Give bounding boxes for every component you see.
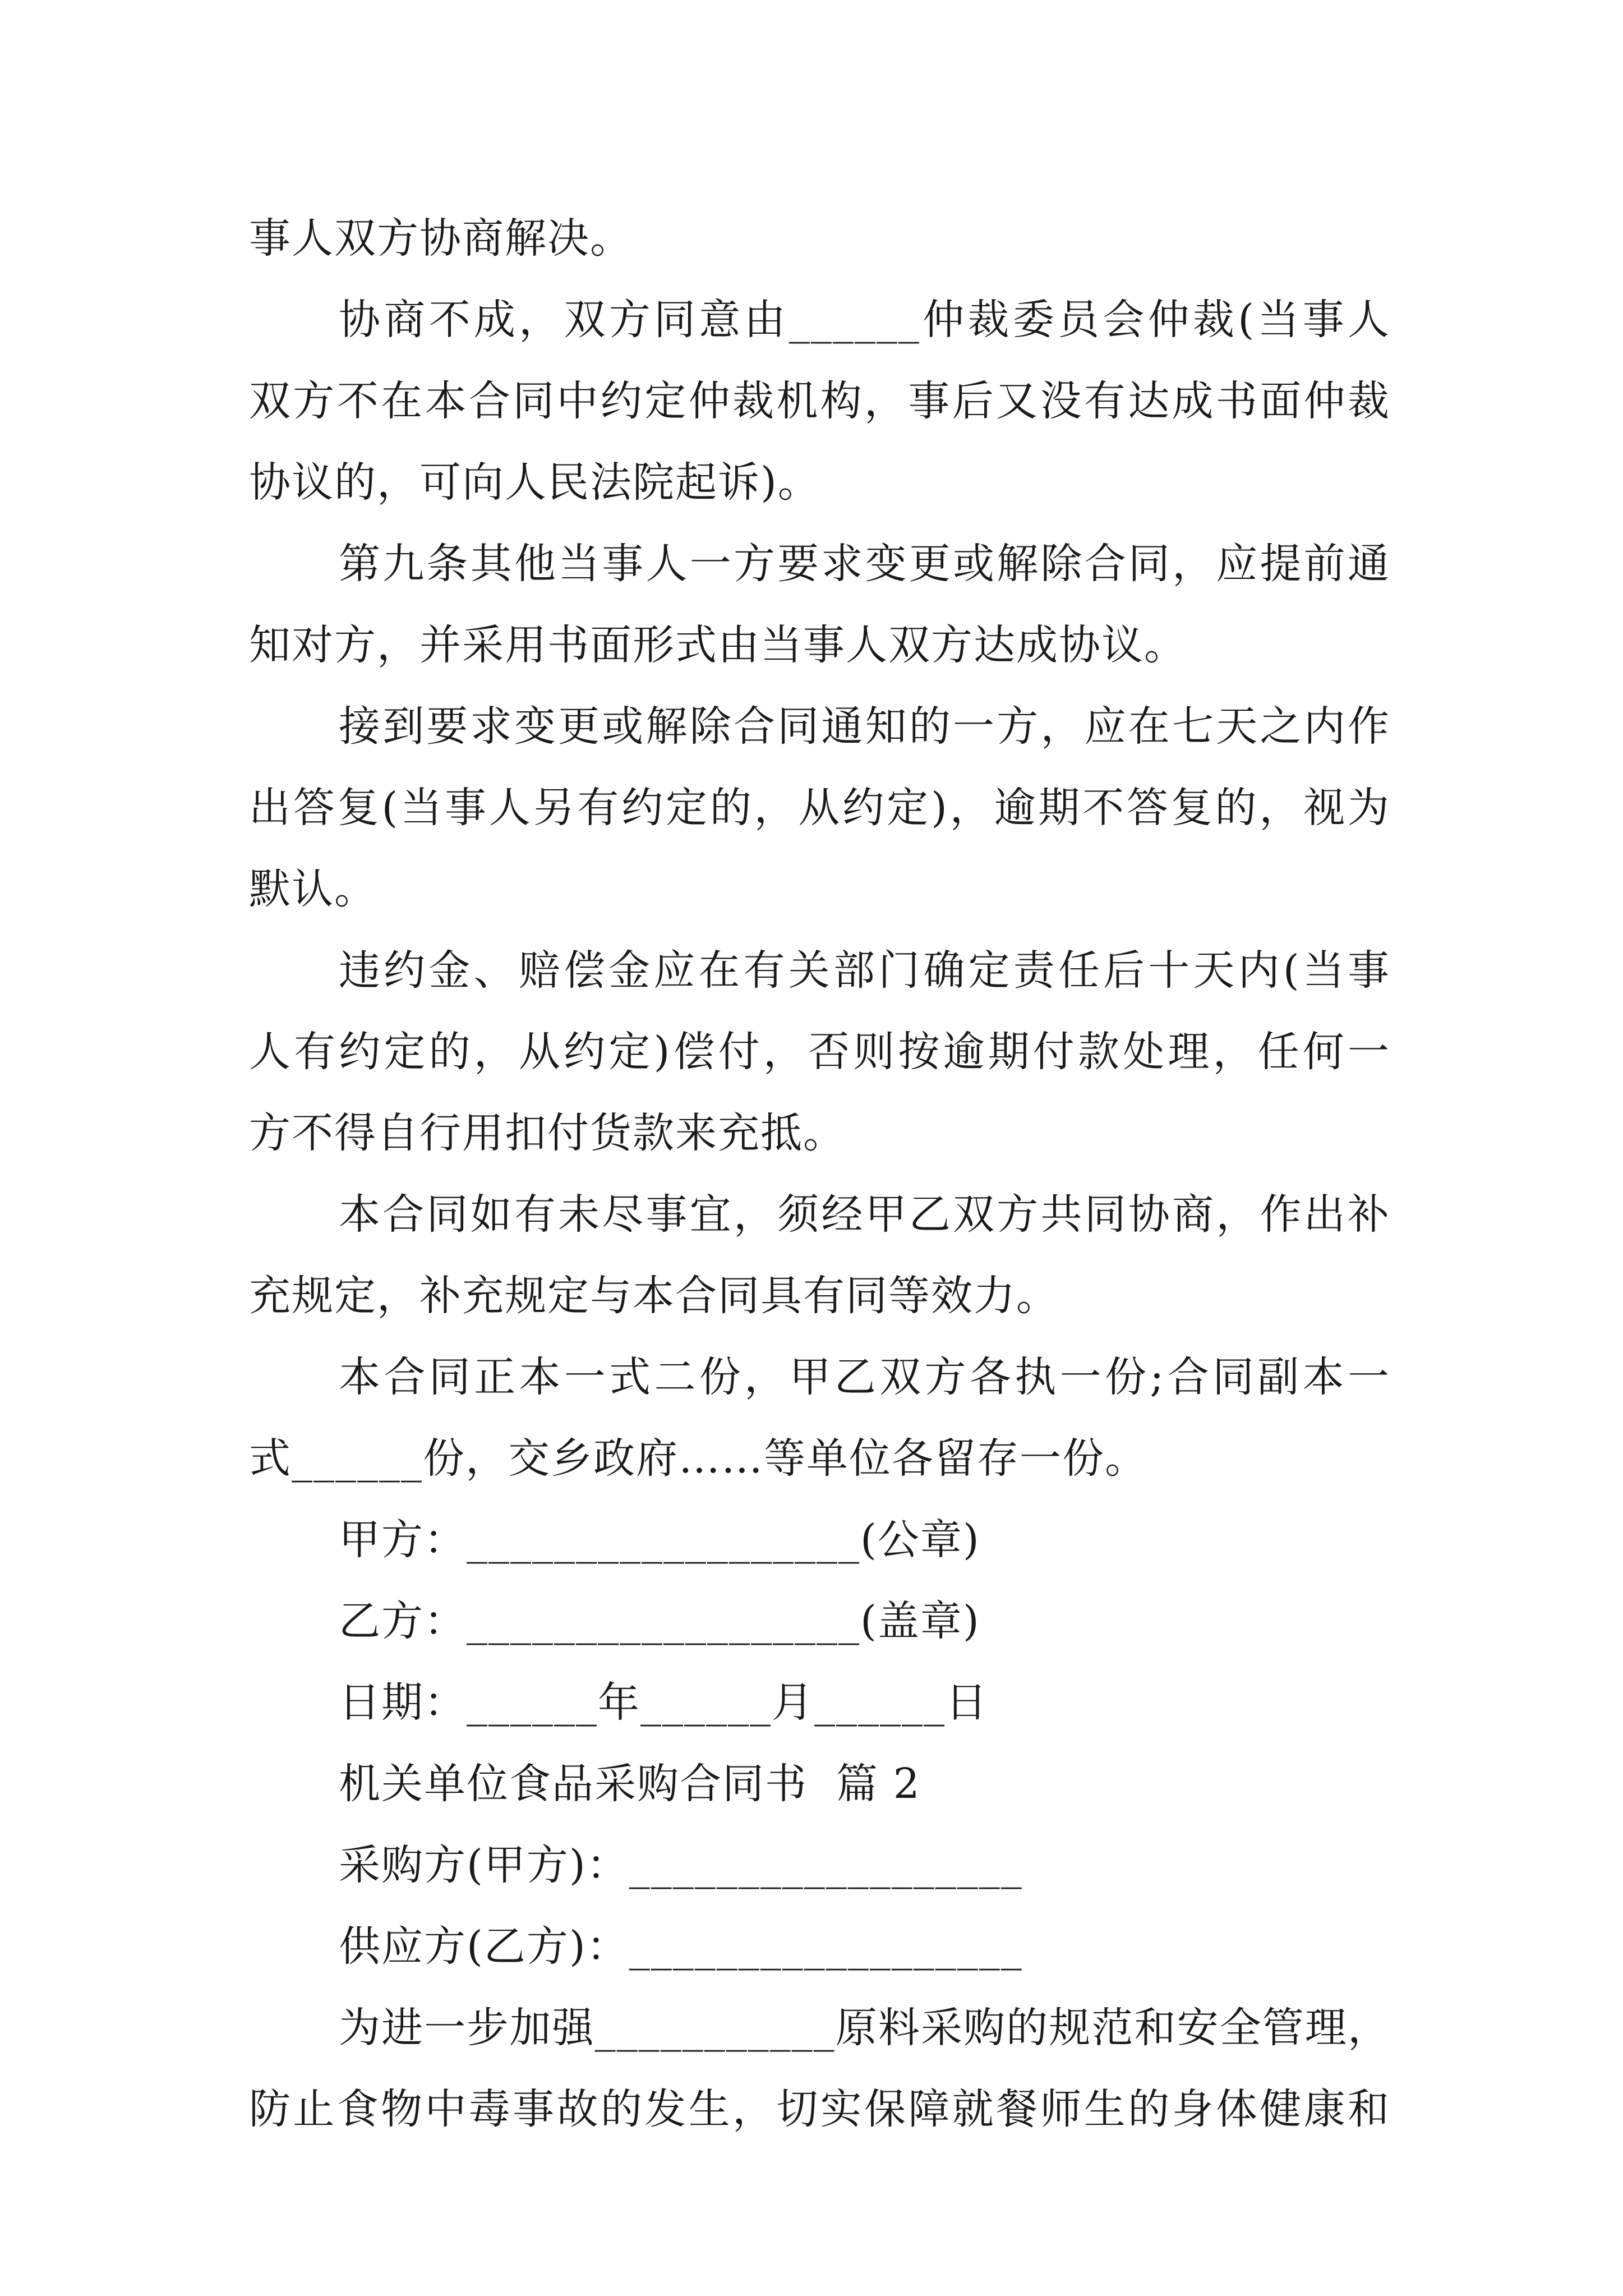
text-line: 采购方(甲方)：__________________	[339, 1841, 1023, 1889]
text-line: 知对方，并采用书面形式由当事人双方达成协议。	[249, 621, 1187, 669]
text-line: 日期：______年______月______日	[339, 1678, 988, 1727]
text-line: 式______份，交乡政府……等单位各留存一份。	[249, 1434, 1147, 1483]
text-line: 本合同正本一式二份，甲乙双方各执一份;合同副本一	[339, 1353, 1390, 1401]
text-line: 乙方：__________________(盖章)	[339, 1597, 980, 1645]
text-line: 充规定，补充规定与本合同具有同等效力。	[249, 1272, 1059, 1320]
text-line: 出答复(当事人另有约定的，从约定)，逾期不答复的，视为	[249, 784, 1390, 832]
text-line: 事人双方协商解决。	[249, 214, 633, 263]
section-heading: 机关单位食品采购合同书 篇 2	[339, 1760, 921, 1808]
text-line: 为进一步加强___________原料采购的规范和安全管理，	[339, 2004, 1390, 2052]
text-line: 甲方：__________________(公章)	[339, 1516, 980, 1564]
text-line: 默认。	[249, 865, 377, 913]
text-line: 协议的，可向人民法院起诉)。	[249, 458, 820, 507]
text-line: 协商不成，双方同意由______仲裁委员会仲裁(当事人	[339, 296, 1390, 344]
text-line: 本合同如有未尽事宜，须经甲乙双方共同协商，作出补	[339, 1190, 1390, 1239]
text-line: 双方不在本合同中约定仲裁机构，事后又没有达成书面仲裁	[249, 377, 1390, 425]
text-line: 供应方(乙方)：__________________	[339, 1922, 1023, 1971]
text-line: 人有约定的，从约定)偿付，否则按逾期付款处理，任何一	[249, 1028, 1390, 1076]
text-line: 接到要求变更或解除合同通知的一方，应在七天之内作	[339, 702, 1390, 751]
text-line: 第九条其他当事人一方要求变更或解除合同，应提前通	[339, 540, 1390, 588]
text-line: 防止食物中毒事故的发生，切实保障就餐师生的身体健康和	[249, 2085, 1390, 2133]
text-line: 违约金、赔偿金应在有关部门确定责任后十天内(当事	[339, 946, 1390, 995]
text-line: 方不得自行用扣付货款来充抵。	[249, 1109, 846, 1157]
